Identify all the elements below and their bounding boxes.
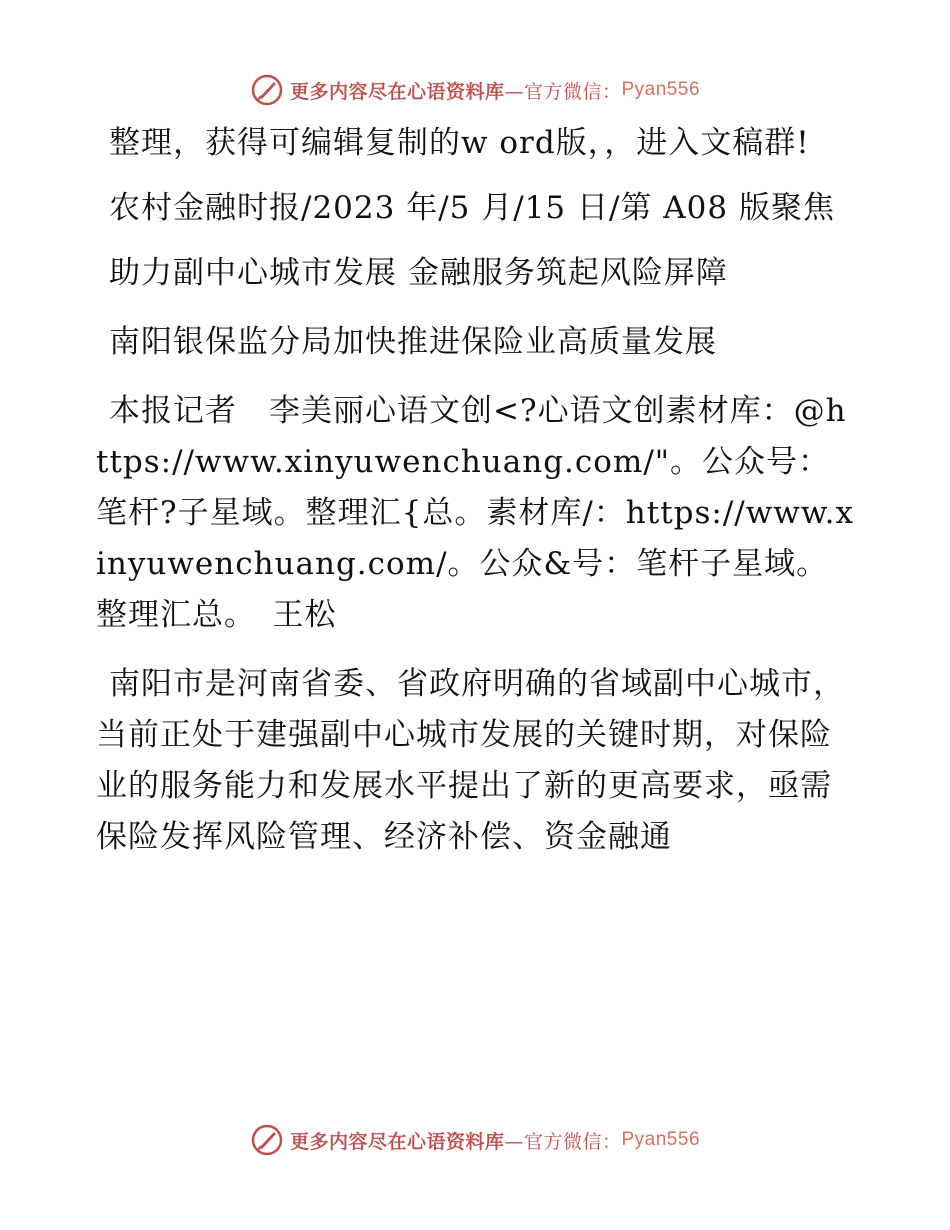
article-body (96, 118, 856, 881)
banner-brand-text: 更多内容尽在心语资料库 (289, 80, 505, 103)
quill-pen-logo-icon (250, 73, 284, 107)
banner-wechat-id: Pyan556 (621, 79, 701, 100)
byline: 本报记者 李美丽心语文创<?心语文创素材库：@https://www.xinyuwenchuang.com/"。公众号：笔杆?子星域。整理汇{总。素材库/：https://www.xinyuwenchuang.com/。公众&号：笔杆子星域。整理汇总。 王松 (96, 393, 855, 633)
source-line: 农村金融时报/2023 年/5 月/15 日/第 A08 版聚焦 (109, 190, 835, 226)
body-paragraph: 南阳市是河南省委、省政府明确的省域副中心城市，当前正处于建强副中心城市发展的关键时期，对保险业的服务能力和发展水平提出了新的更高要求，亟需保险发挥风险管理、经济补偿、资金融通 (96, 666, 845, 855)
banner-separator: —官方微信： (504, 80, 622, 103)
quill-pen-logo-icon (250, 1123, 284, 1157)
footer-wechat-id: Pyan556 (621, 1129, 701, 1150)
subheadline: 南阳银保监分局加快推进保险业高质量发展 (109, 324, 717, 360)
footer-brand-text: 更多内容尽在心语资料库 (289, 1130, 505, 1153)
header-banner (0, 70, 950, 110)
headline: 助力副中心城市发展 金融服务筑起风险屏障 (109, 255, 728, 291)
intro-note: 整理，获得可编辑复制的w ord版，，进入文稿群! (109, 125, 810, 161)
footer-separator: —官方微信： (504, 1130, 622, 1153)
footer-banner (0, 1120, 950, 1160)
